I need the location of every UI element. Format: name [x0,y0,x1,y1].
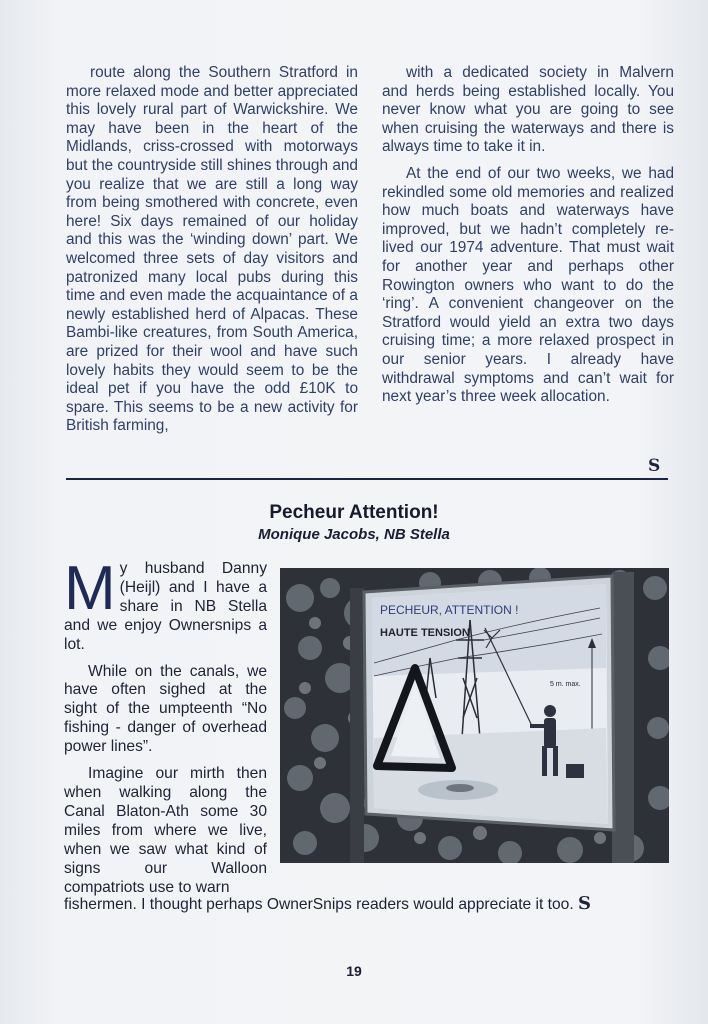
article-text-column [64,554,267,897]
drop-cap: M [64,554,116,623]
article-closing-text: fishermen. I thought perhaps OwnerSnips readers would appreciate it too. [64,896,574,913]
page-number: 19 [346,963,362,979]
left-column-paragraph: route along the Southern Stratford in more relaxed mode and better appreciated this lovely rural part of Warwickshire. We may have been in the heart of the Midlands, criss-crossed with motorways but the countryside still shines through and you realize that we are still a long way from being smothered with concrete, even here! Six days remained of our holiday and this was the ‘winding down’ part. We welcomed three sets of day visitors and patronized many local pubs during this time and even made the acquaintance of a newly established herd of Alpacas. These Bambi-like creatures, from South America, are prized for their wool and have such lovely habits they would seem to be the ideal pet if you have the odd £10K to spare. This seems to be a new activity for British farming, [66,64,358,435]
ownersnips-end-mark-icon: S [648,456,661,476]
warning-sign-photo [280,568,669,863]
ownersnips-end-mark-icon: S [578,893,592,914]
right-text-column [382,64,674,407]
article-byline: Monique Jacobs, NB Stella [258,526,450,543]
right-column-paragraph-2: At the end of our two weeks, we had rekindled some old memories and realized how much boats and waterways have improved, but we hadn’t completely re-lived our 1974 adventure. That must wait for another year and perhaps other Rowington owners who want to do the ‘ring’. A convenient changeover on the Stratford would yield an extra two days cruising time; a more relaxed prospect in our senior years. I already have withdrawal symptoms and can’t wait for next year’s three week allocation. [382,164,674,406]
section-divider [66,478,668,480]
article-paragraph-3: Imagine our mirth then when walking along the Canal Blaton-Ath some 30 miles from where we live, when we saw what kind of signs our Walloon compatriots use to warn [64,765,267,896]
sign-measure: 5 m. max. [550,681,581,688]
article-closing-line [64,894,674,914]
article-paragraph-1-text: y husband Danny (Heijl) and I have a share in NB Stella and we enjoy Ownersnips a lot. [64,560,267,653]
article-paragraph-2: While on the canals, we have often sighed at the sight of the umpteenth “No fishing - danger of overhead power lines”. [64,662,267,756]
article-paragraph-1 [64,554,267,655]
sign-subheading: HAUTE TENSION [380,627,470,639]
article-title: Pecheur Attention! [269,502,439,523]
sign-heading: PECHEUR, ATTENTION ! [380,603,519,617]
right-column-paragraph-1: with a dedicated society in Malvern and herds being established locally. You never know what you are going to see when cruising the waterways and there is always time to take it in. [382,64,674,156]
left-text-column [66,64,358,436]
